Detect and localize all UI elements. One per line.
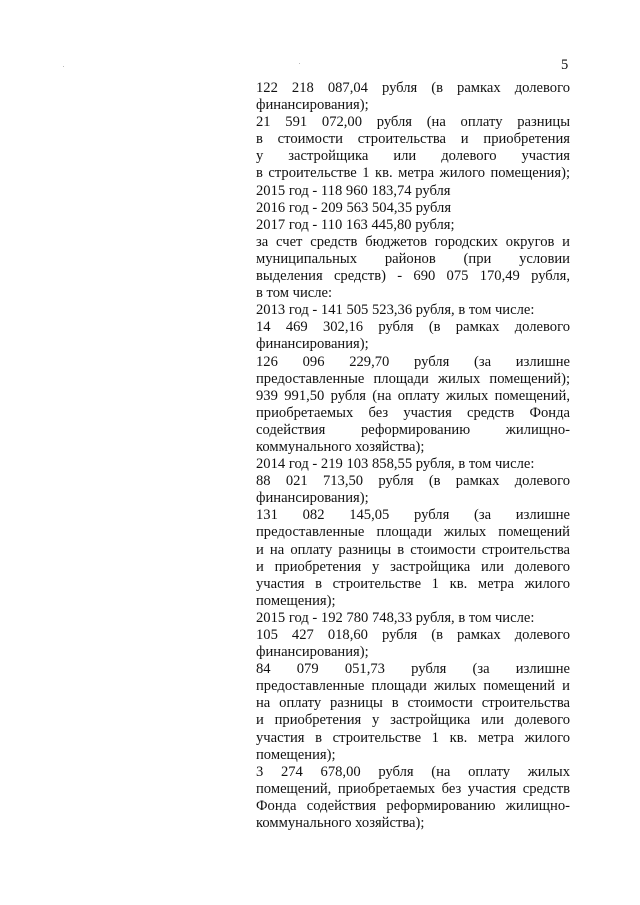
text-line: 84 079 051,73 рубля (за излишне bbox=[256, 661, 570, 678]
text-line: предоставленные площади жилых помещений); bbox=[256, 370, 570, 387]
scan-speck bbox=[63, 66, 64, 67]
text-line: в строительстве 1 кв. метра жилого помещения); bbox=[256, 165, 570, 182]
text-line: финансирования); bbox=[256, 336, 369, 353]
text-line: 88 021 713,50 рубля (в рамках долевого bbox=[256, 473, 570, 490]
text-line: 2013 год - 141 505 523,36 рубля, в том числе: bbox=[256, 302, 535, 319]
text-line: содействия реформированию жилищно- bbox=[256, 421, 570, 438]
text-line: на оплату разницы в стоимости строительства bbox=[256, 695, 570, 712]
scan-speck bbox=[299, 63, 300, 64]
text-line: участия в строительстве 1 кв. метра жилого bbox=[256, 729, 570, 746]
text-line: 3 274 678,00 рубля (на оплату жилых bbox=[256, 763, 570, 780]
text-line: коммунального хозяйства); bbox=[256, 815, 425, 832]
text-line: и приобретения у застройщика или долевого bbox=[256, 712, 570, 729]
text-line: финансирования); bbox=[256, 644, 369, 661]
text-line: 122 218 087,04 рубля (в рамках долевого bbox=[256, 80, 570, 96]
text-line: 126 096 229,70 рубля (за излишне bbox=[256, 353, 570, 370]
text-line: выделения средств) - 690 075 170,49 рубля, bbox=[256, 268, 570, 285]
text-line: 105 427 018,60 рубля (в рамках долевого bbox=[256, 627, 570, 643]
text-line: 21 591 072,00 рубля (на оплату разницы bbox=[256, 114, 570, 131]
text-line: финансирования); bbox=[256, 97, 369, 114]
page-number: 5 bbox=[561, 57, 569, 73]
text-line: Фонда содействия реформированию жилищно- bbox=[256, 797, 570, 814]
text-line: и на оплату разницы в стоимости строительства bbox=[256, 541, 570, 558]
text-line: помещения); bbox=[256, 592, 336, 609]
text-line: 2015 год - 118 960 183,74 рубля bbox=[256, 182, 451, 199]
text-line: коммунального хозяйства); bbox=[256, 438, 425, 455]
text-line: помещений, приобретаемых без участия средств bbox=[256, 780, 570, 797]
text-line: 14 469 302,16 рубля (в рамках долевого bbox=[256, 319, 570, 336]
text-line: финансирования); bbox=[256, 490, 369, 507]
text-line: за счет средств бюджетов городских округов и bbox=[256, 233, 570, 250]
text-line: 2016 год - 209 563 504,35 рубля bbox=[256, 199, 452, 216]
text-line: у застройщика или долевого участия bbox=[256, 148, 570, 165]
text-line: приобретаемых без участия средств Фонда bbox=[256, 404, 570, 421]
text-line: 2017 год - 110 163 445,80 рубля; bbox=[256, 216, 455, 233]
text-line: 939 991,50 рубля (на оплату жилых помещений, bbox=[256, 387, 570, 404]
text-line: предоставленные площади жилых помещений и bbox=[256, 678, 570, 695]
text-line: в стоимости строительства и приобретения bbox=[256, 131, 570, 148]
text-line: 131 082 145,05 рубля (за излишне bbox=[256, 507, 570, 524]
text-line: 2015 год - 192 780 748,33 рубля, в том числе: bbox=[256, 609, 535, 626]
text-line: 2014 год - 219 103 858,55 рубля, в том числе: bbox=[256, 456, 535, 473]
text-line: муниципальных районов (при условии bbox=[256, 250, 570, 267]
text-line: и приобретения у застройщика или долевого bbox=[256, 558, 570, 575]
document-body bbox=[256, 80, 570, 832]
text-line: предоставленные площади жилых помещений bbox=[256, 524, 570, 541]
text-line: в том числе: bbox=[256, 285, 333, 302]
text-line: помещения); bbox=[256, 746, 336, 763]
text-line: участия в строительстве 1 кв. метра жилого bbox=[256, 575, 570, 592]
